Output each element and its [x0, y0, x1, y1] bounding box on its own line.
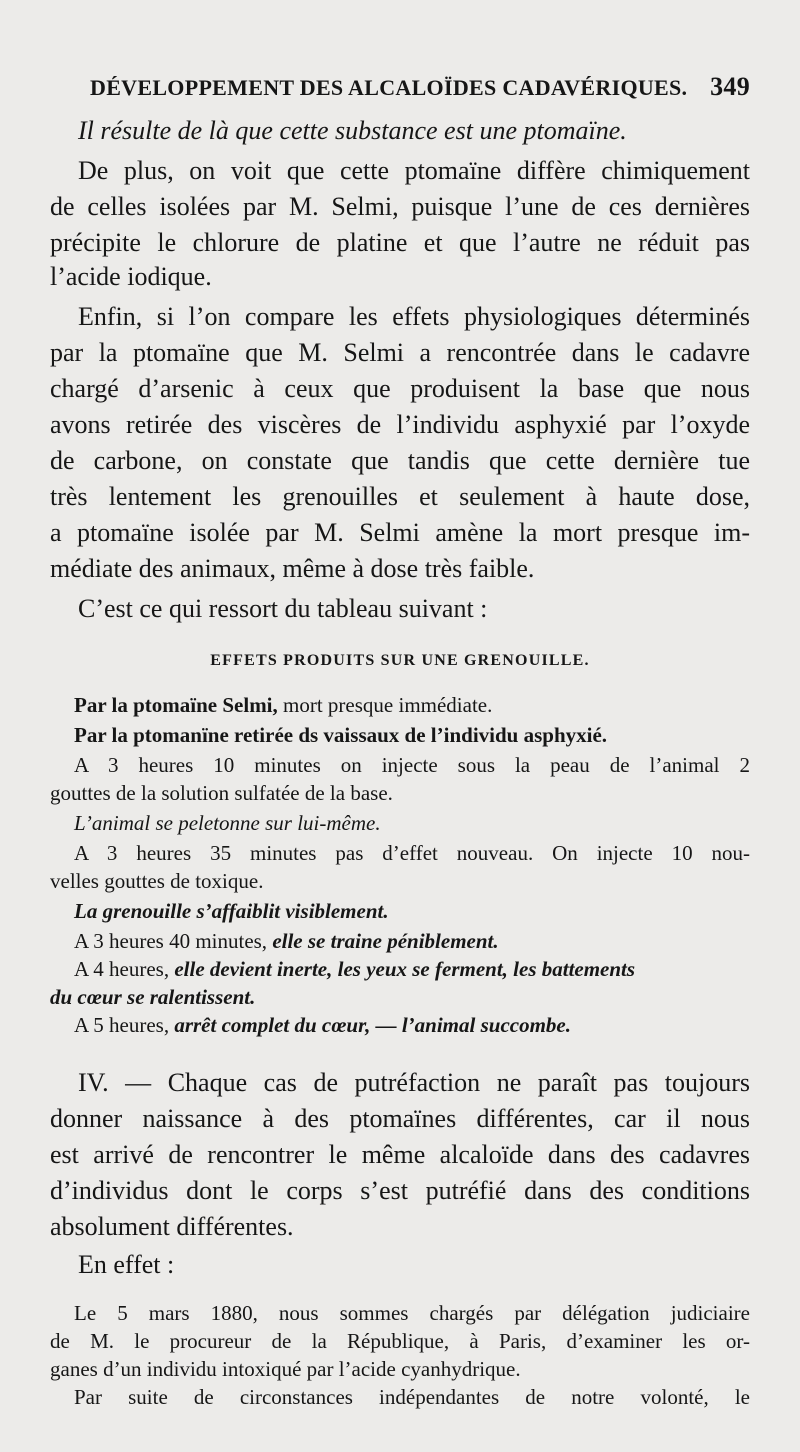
table-line: A 3 heures 10 minutes on injecte sous la peau de l’animal 2: [74, 753, 750, 777]
table-line-rest: mort presque immédiate.: [277, 693, 493, 717]
table-line: du cœur se ralentissent.: [50, 985, 256, 1009]
table-line: Par la ptomanïne retirée ds vaissaux de l’individu asphyxié.: [74, 723, 608, 747]
table-line: velles gouttes de toxique.: [50, 869, 264, 893]
table-line-italic: arrêt complet du cœur, — l’animal succombe.: [174, 1013, 571, 1037]
text-line: par la ptomaïne que M. Selmi a rencontrée dans le cadavre: [50, 338, 750, 367]
text-line: d’individus dont le corps s’est putréfié dans des conditions: [50, 1176, 750, 1205]
running-title: DÉVELOPPEMENT DES ALCALOÏDES CADAVÉRIQUES.: [90, 75, 688, 100]
table-line-lead: A 4 heures,: [74, 957, 175, 981]
footer-line: ganes d’un individu intoxiqué par l’acide cyanhydrique.: [50, 1357, 521, 1381]
footer-line: de M. le procureur de la République, à Paris, d’examiner les or-: [50, 1329, 750, 1353]
text-line: Il résulte de là que cette substance est une ptomaïne.: [78, 116, 627, 145]
table-line: [74, 1012, 750, 1038]
table-line-italic: elle devient inerte, les yeux se ferment, les battements: [174, 957, 636, 981]
running-header: [90, 72, 750, 102]
table-line: [74, 956, 750, 982]
text-line: donner naissance à des ptomaïnes différentes, car il nous: [50, 1104, 750, 1133]
text-line: très lentement les grenouilles et seulement à haute dose,: [50, 482, 750, 511]
table-line: gouttes de la solution sulfatée de la base.: [50, 781, 393, 805]
text-line: a ptomaïne isolée par M. Selmi amène la mort presque im-: [50, 518, 750, 547]
text-line: En effet :: [78, 1250, 175, 1279]
footer-line: Le 5 mars 1880, nous sommes chargés par délégation judiciaire: [74, 1301, 750, 1325]
table-line: L’animal se peletonne sur lui-même.: [74, 811, 381, 835]
table-line-italic: elle se traine péniblement.: [272, 929, 499, 953]
table-line: A 3 heures 35 minutes pas d’effet nouveau. On injecte 10 nou-: [74, 841, 750, 865]
text-line: de carbone, on constate que tandis que cette dernière tue: [50, 446, 750, 475]
text-line: absolument différentes.: [50, 1212, 294, 1241]
table-line-lead: A 3 heures 40 minutes,: [74, 929, 273, 953]
text-line: de celles isolées par M. Selmi, puisque l’une de ces dernières: [50, 192, 750, 221]
text-line: C’est ce qui ressort du tableau suivant :: [78, 594, 488, 623]
text-line: médiate des animaux, même à dose très faible.: [50, 554, 535, 583]
text-line: Enfin, si l’on compare les effets physiologiques déterminés: [78, 302, 750, 331]
table-title: EFFETS PRODUITS SUR UNE GRENOUILLE.: [210, 652, 590, 669]
text-line: avons retirée des viscères de l’individu asphyxié par l’oxyde: [50, 410, 750, 439]
table-line-bold: Par la ptomaïne Selmi,: [74, 693, 278, 717]
text-line: l’acide iodique.: [50, 262, 212, 291]
text-line: précipite le chlorure de platine et que l’autre ne réduit pas: [50, 228, 750, 257]
table-line: [74, 692, 750, 718]
page-number: 349: [710, 72, 750, 101]
footer-line: Par suite de circonstances indépendantes de notre volonté, le: [74, 1385, 750, 1409]
table-line: [74, 928, 750, 954]
table-line-lead: A 5 heures,: [74, 1013, 175, 1037]
text-line: chargé d’arsenic à ceux que produisent la base que nous: [50, 374, 750, 403]
text-line: IV. — Chaque cas de putréfaction ne paraît pas toujours: [78, 1068, 750, 1097]
text-line: De plus, on voit que cette ptomaïne diffère chimiquement: [78, 156, 750, 185]
text-line: est arrivé de rencontrer le même alcaloïde dans des cadavres: [50, 1140, 750, 1169]
table-line: La grenouille s’affaiblit visiblement.: [74, 899, 389, 923]
